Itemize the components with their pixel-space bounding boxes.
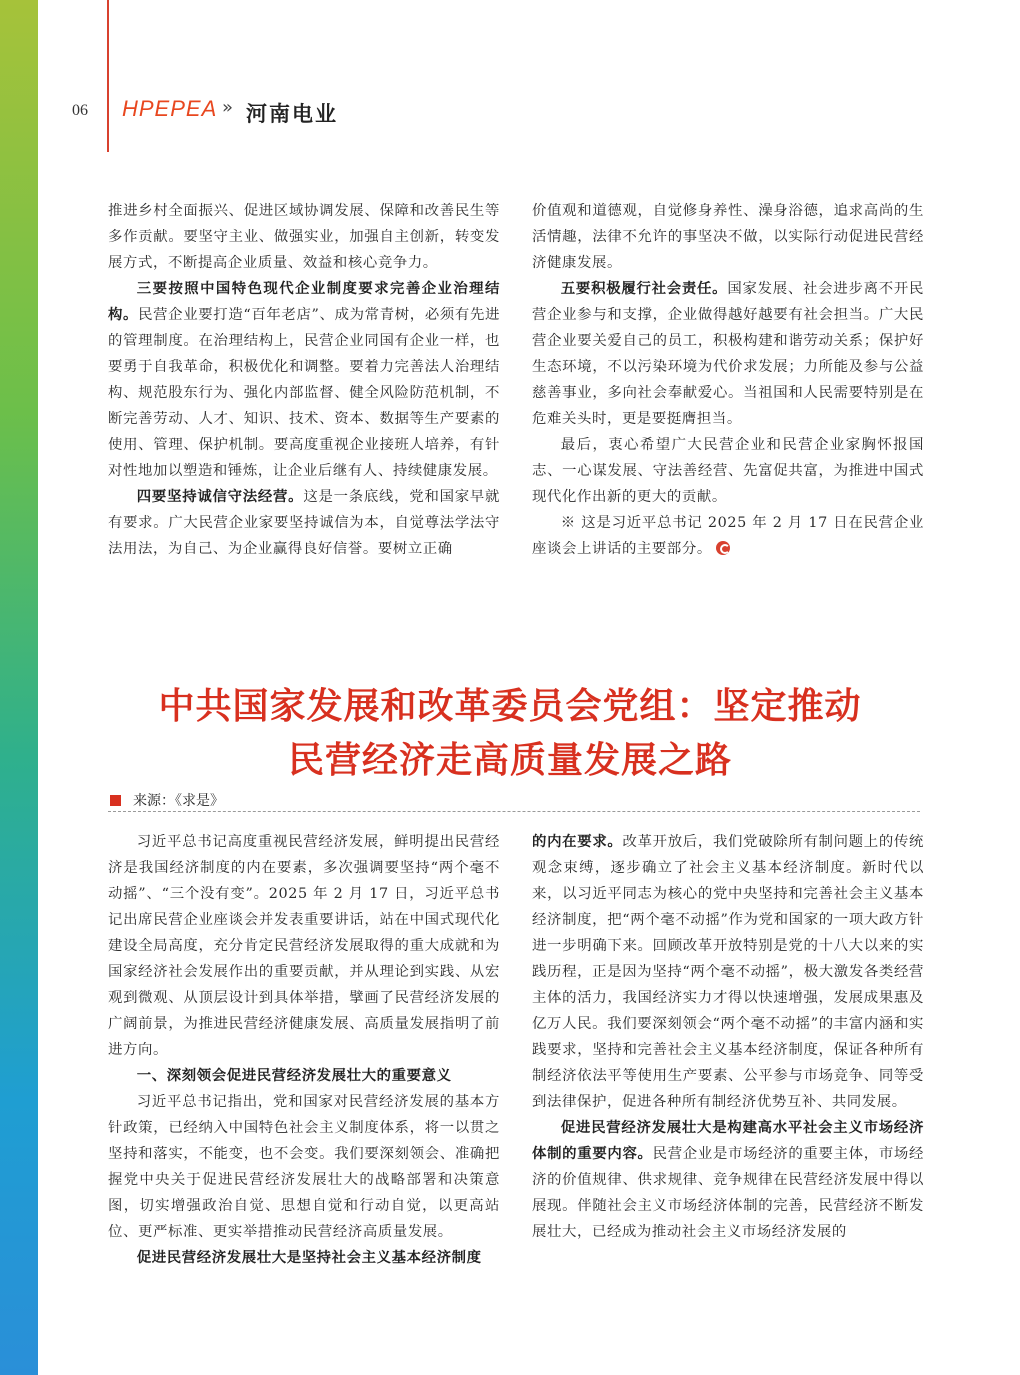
header-divider xyxy=(107,0,109,152)
dashed-divider xyxy=(108,811,920,812)
top-left-column xyxy=(108,198,500,562)
footnote xyxy=(532,510,924,562)
paragraph xyxy=(108,276,500,484)
page-number: 06 xyxy=(72,102,88,119)
square-bullet-icon xyxy=(110,795,121,806)
paragraph-text: 国家发展、社会进步离不开民营企业参与和支撑，企业做得越好越要有社会担当。广大民营企业要关爱自己的员工，积极构建和谐劳动关系；保护好生态环境，不以污染环境为代价求发展；力所能及参与公益慈善事业，多向社会奉献爱心。当祖国和人民需要特别是在危难关头时，更是要挺膺担当。 xyxy=(532,281,924,427)
footnote-text: ※ 这是习近平总书记 2025 年 2 月 17 日在民营企业座谈会上讲话的主要部分。 xyxy=(532,515,924,557)
paragraph: 最后，衷心希望广大民营企业和民营企业家胸怀报国志、一心谋发展、守法善经营、先富促共富，为推进中国式现代化作出新的更大的贡献。 xyxy=(532,437,924,505)
paragraph-text: 这是一条底线，党和国家早就有要求。广大民营企业家要坚持诚信为本，自觉尊法学法守法用法，为自己、为企业赢得良好信誉。要树立正确 xyxy=(108,489,500,557)
paragraph-text: 民营企业要打造“百年老店”、成为常青树，必须有先进的管理制度。在治理结构上，民营企业同国有企业一样，也要勇于自我革命，积极优化和调整。要着力完善法人治理结构、规范股东行为、强化内部监督、健全风险防范机制，不断完善劳动、人才、知识、技术、资本、数据等生产要素的使用、管理、保护机制。要高度重视企业接班人培养，有针对性地加以塑造和锤炼，让企业后继有人、持续健康发展。 xyxy=(108,307,501,479)
paragraph-lead: 五要积极履行社会责任。 xyxy=(560,281,728,297)
paragraph-lead: 的内在要求。 xyxy=(532,834,623,850)
paragraph xyxy=(532,276,924,432)
paragraph xyxy=(532,1115,924,1245)
paragraph: 推进乡村全面振兴、促进区域协调发展、保障和改善民生等多作贡献。要坚守主业、做强实业，加强自主创新，转变发展方式，不断提高企业质量、效益和核心竞争力。 xyxy=(108,203,500,271)
article-source xyxy=(110,790,224,810)
side-color-bar xyxy=(0,0,38,1375)
article-left-column xyxy=(108,829,500,1271)
section-heading: 一、深刻领会促进民营经济发展壮大的重要意义 xyxy=(136,1068,452,1084)
paragraph: 习近平总书记高度重视民营经济发展，鲜明提出民营经济是我国经济制度的内在要素，多次强调要坚持“两个毫不动摇”、“三个没有变”。2025 年 2 月 17 日，习近平总书记出席民营企业座谈会并发表重要讲话，站在中国式现代化建设全局高度，充分肯定民营经济发展取得的重大成就和为国家经济社会发展作出的重要贡献，并从理论到实践、从宏观到微观、从顶层设计到具体举措，擘画了民营经济发展的广阔前景，为推进民营经济健康发展、高质量发展指明了前进方向。 xyxy=(108,834,500,1058)
source-text: 来源：《求是》 xyxy=(133,793,224,809)
paragraph-lead: 四要坚持诚信守法经营。 xyxy=(136,489,304,505)
top-right-column xyxy=(532,198,924,562)
paragraph: 价值观和道德观，自觉修身养性、澡身浴德，追求高尚的生活情趣，法律不允许的事坚决不做，以实际行动促进民营经济健康发展。 xyxy=(532,203,924,271)
paragraph-text: 民营企业是市场经济的重要主体，市场经济的价值规律、供求规律、竞争规律在民营经济发展中得以展现。伴随社会主义市场经济体制的完善，民营经济不断发展壮大，已经成为推动社会主义市场经济发展的 xyxy=(532,1146,924,1240)
paragraph-lead: 三要按照中国特色现代企业制度要求完善企业治理结构。 xyxy=(108,281,500,323)
brand-logo: HPEPEA xyxy=(122,96,218,121)
magazine-name: 河南电业 xyxy=(246,101,338,126)
double-chevron-icon: » xyxy=(222,97,234,118)
paragraph: 习近平总书记指出，党和国家对民营经济发展的基本方针政策，已经纳入中国特色社会主义制度体系，将一以贯之坚持和落实，不能变，也不会变。我们要深刻领会、准确把握党中央关于促进民营经济发展壮大的战略部署和决策意图，切实增强政治自觉、思想自觉和行动自觉，以更高站位、更严标准、更实举措推动民营经济高质量发展。 xyxy=(108,1094,500,1240)
paragraph-lead: 促进民营经济发展壮大是坚持社会主义基本经济制度 xyxy=(136,1250,482,1266)
article-title-line-2: 民营经济走高质量发展之路 xyxy=(287,739,732,781)
paragraph-lead: 促进民营经济发展壮大是构建高水平社会主义市场经济体制的重要内容。 xyxy=(532,1120,924,1162)
paragraph xyxy=(108,1245,500,1271)
article-right-column xyxy=(532,829,924,1245)
paragraph xyxy=(532,829,924,1115)
article-title-line-1: 中共国家发展和改革委员会党组：坚定推动 xyxy=(158,685,862,727)
paragraph xyxy=(108,484,500,562)
paragraph-text: 改革开放后，我们党破除所有制问题上的传统观念束缚，逐步确立了社会主义基本经济制度。新时代以来，以习近平同志为核心的党中央坚持和完善社会主义基本经济制度，把“两个毫不动摇”作为党和国家的一项大政方针进一步明确下来。回顾改革开放特别是党的十八大以来的实践历程，正是因为坚持“两个毫不动摇”，极大激发各类经营主体的活力，我国经济实力才得以快速增强，发展成果惠及亿万人民。我们要深刻领会“两个毫不动摇”的丰富内涵和实践要求，坚持和完善社会主义基本经济制度，保证各种所有制经济依法平等使用生产要素、公平参与市场竞争、同等受到法律保护，促进各种所有制经济优势互补、共同发展。 xyxy=(532,834,924,1110)
end-mark-icon xyxy=(716,541,730,555)
